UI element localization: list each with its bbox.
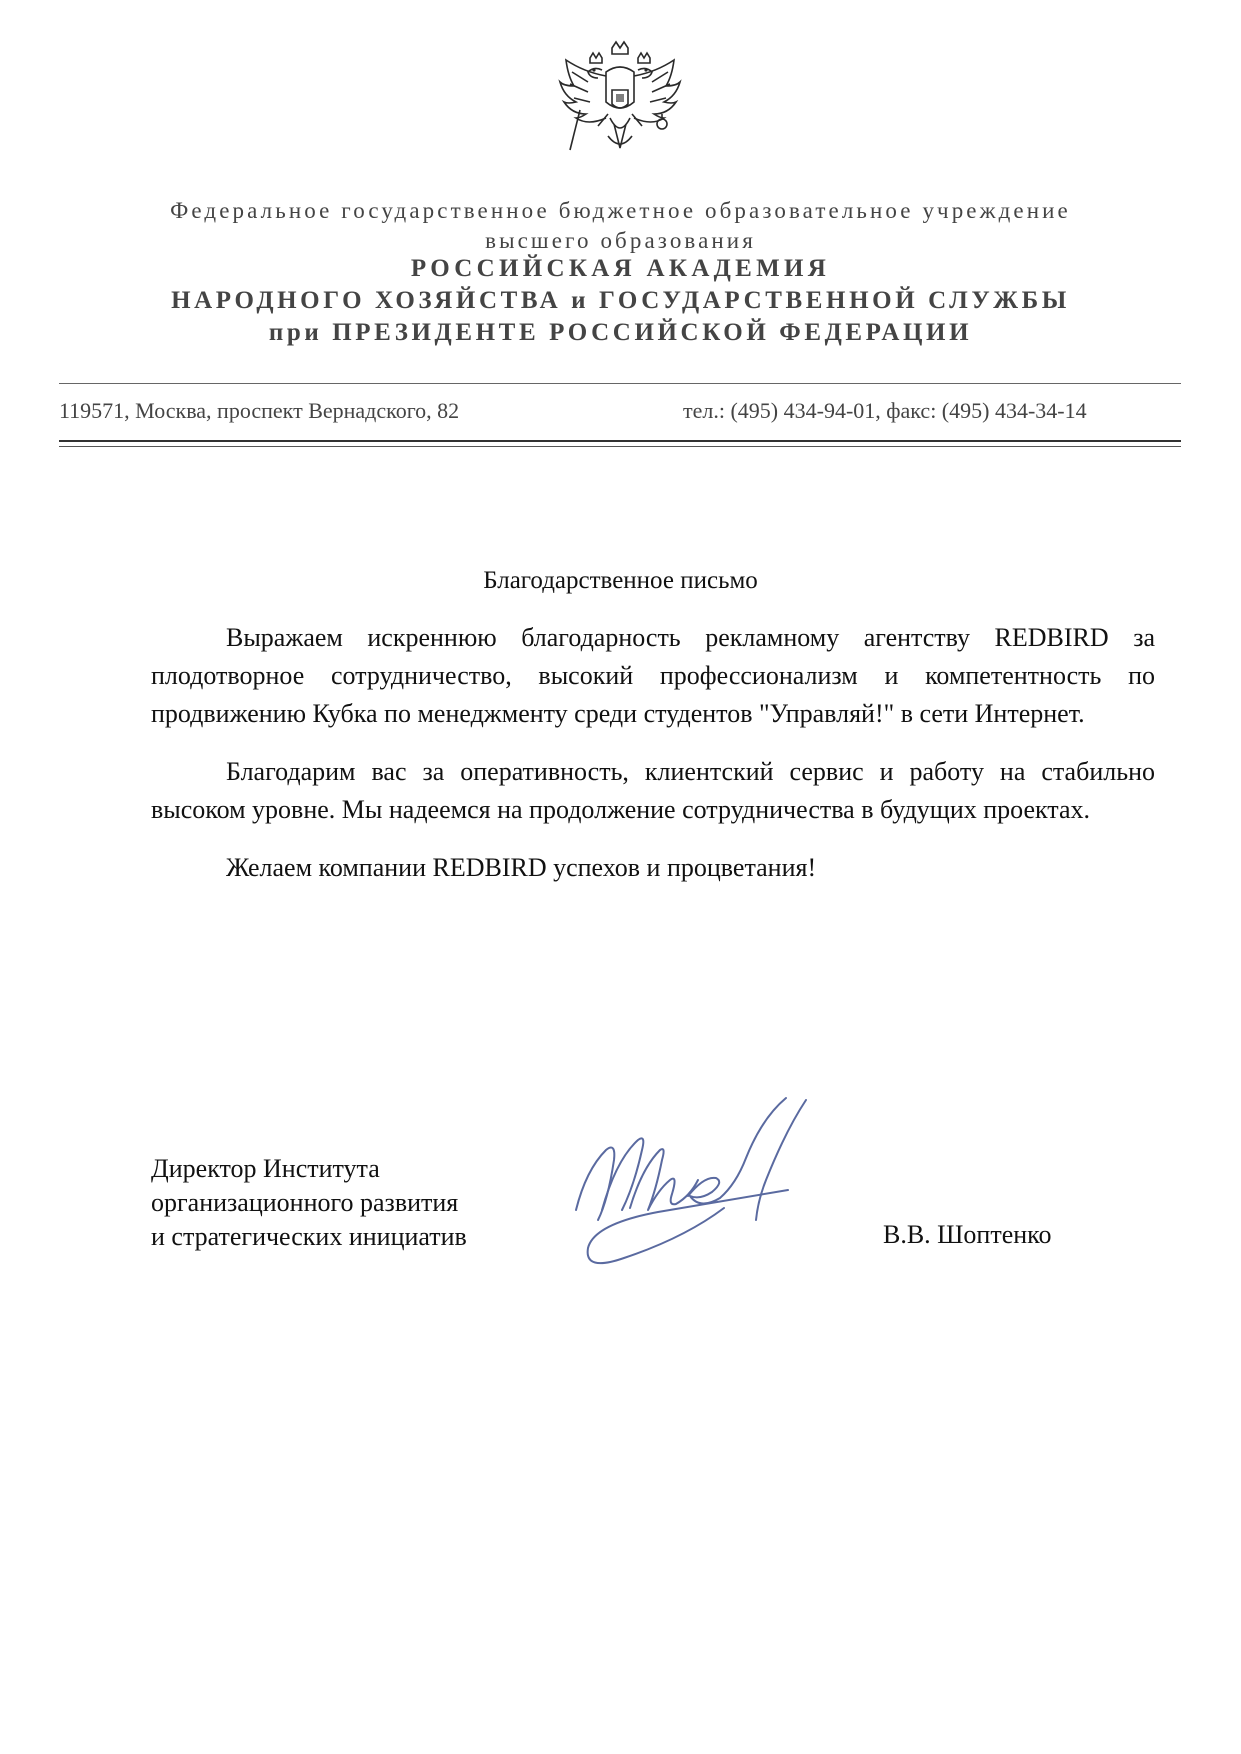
org-name-line-3: РОССИЙСКАЯ АКАДЕМИЯ: [410, 255, 831, 282]
coat-of-arms-icon: [550, 40, 690, 180]
signer-name: В.В. Шоптенко: [883, 1220, 1052, 1249]
letter-body: [151, 619, 1155, 907]
org-name-line-2: высшего образования: [485, 228, 756, 253]
signatory-position-line: организационного развития: [151, 1188, 459, 1217]
letterhead-divider-bottom-thin: [59, 446, 1181, 447]
letter-title: Благодарственное письмо: [483, 567, 758, 594]
letter-paragraph: Благодарим вас за оперативность, клиентский сервис и работу на стабильно высоком уровне. Мы надеемся на продолжение сотрудничества в будущих проектах.: [151, 757, 1155, 824]
handwritten-signature: [556, 1080, 871, 1320]
letter-paragraph: Желаем компании REDBIRD успехов и процветания!: [226, 853, 817, 882]
letterhead-divider-top: [59, 383, 1181, 384]
org-name-line-4: НАРОДНОГО ХОЗЯЙСТВА и ГОСУДАРСТВЕННОЙ СЛУЖБЫ: [171, 287, 1070, 314]
signatory-position-line: и стратегических инициатив: [151, 1222, 467, 1251]
org-name-line-5: при ПРЕЗИДЕНТЕ РОССИЙСКОЙ ФЕДЕРАЦИИ: [268, 319, 973, 346]
org-address: 119571, Москва, проспект Вернадского, 82: [59, 398, 460, 423]
letter-paragraph: Выражаем искреннюю благодарность рекламному агентству REDBIRD за плодотворное сотрудничество, высокий профессионализм и компетентность по продвижению Кубка по менеджменту среди студентов "Управляй!" в сети Интернет.: [151, 623, 1155, 728]
signatory-position-line: Директор Института: [151, 1154, 380, 1183]
org-name-line-1: Федеральное государственное бюджетное образовательное учреждение: [170, 198, 1071, 223]
letterhead-divider-bottom: [59, 440, 1181, 442]
org-contacts: тел.: (495) 434-94-01, факс: (495) 434-34-14: [683, 398, 1087, 423]
signatory-position: [151, 1152, 467, 1254]
